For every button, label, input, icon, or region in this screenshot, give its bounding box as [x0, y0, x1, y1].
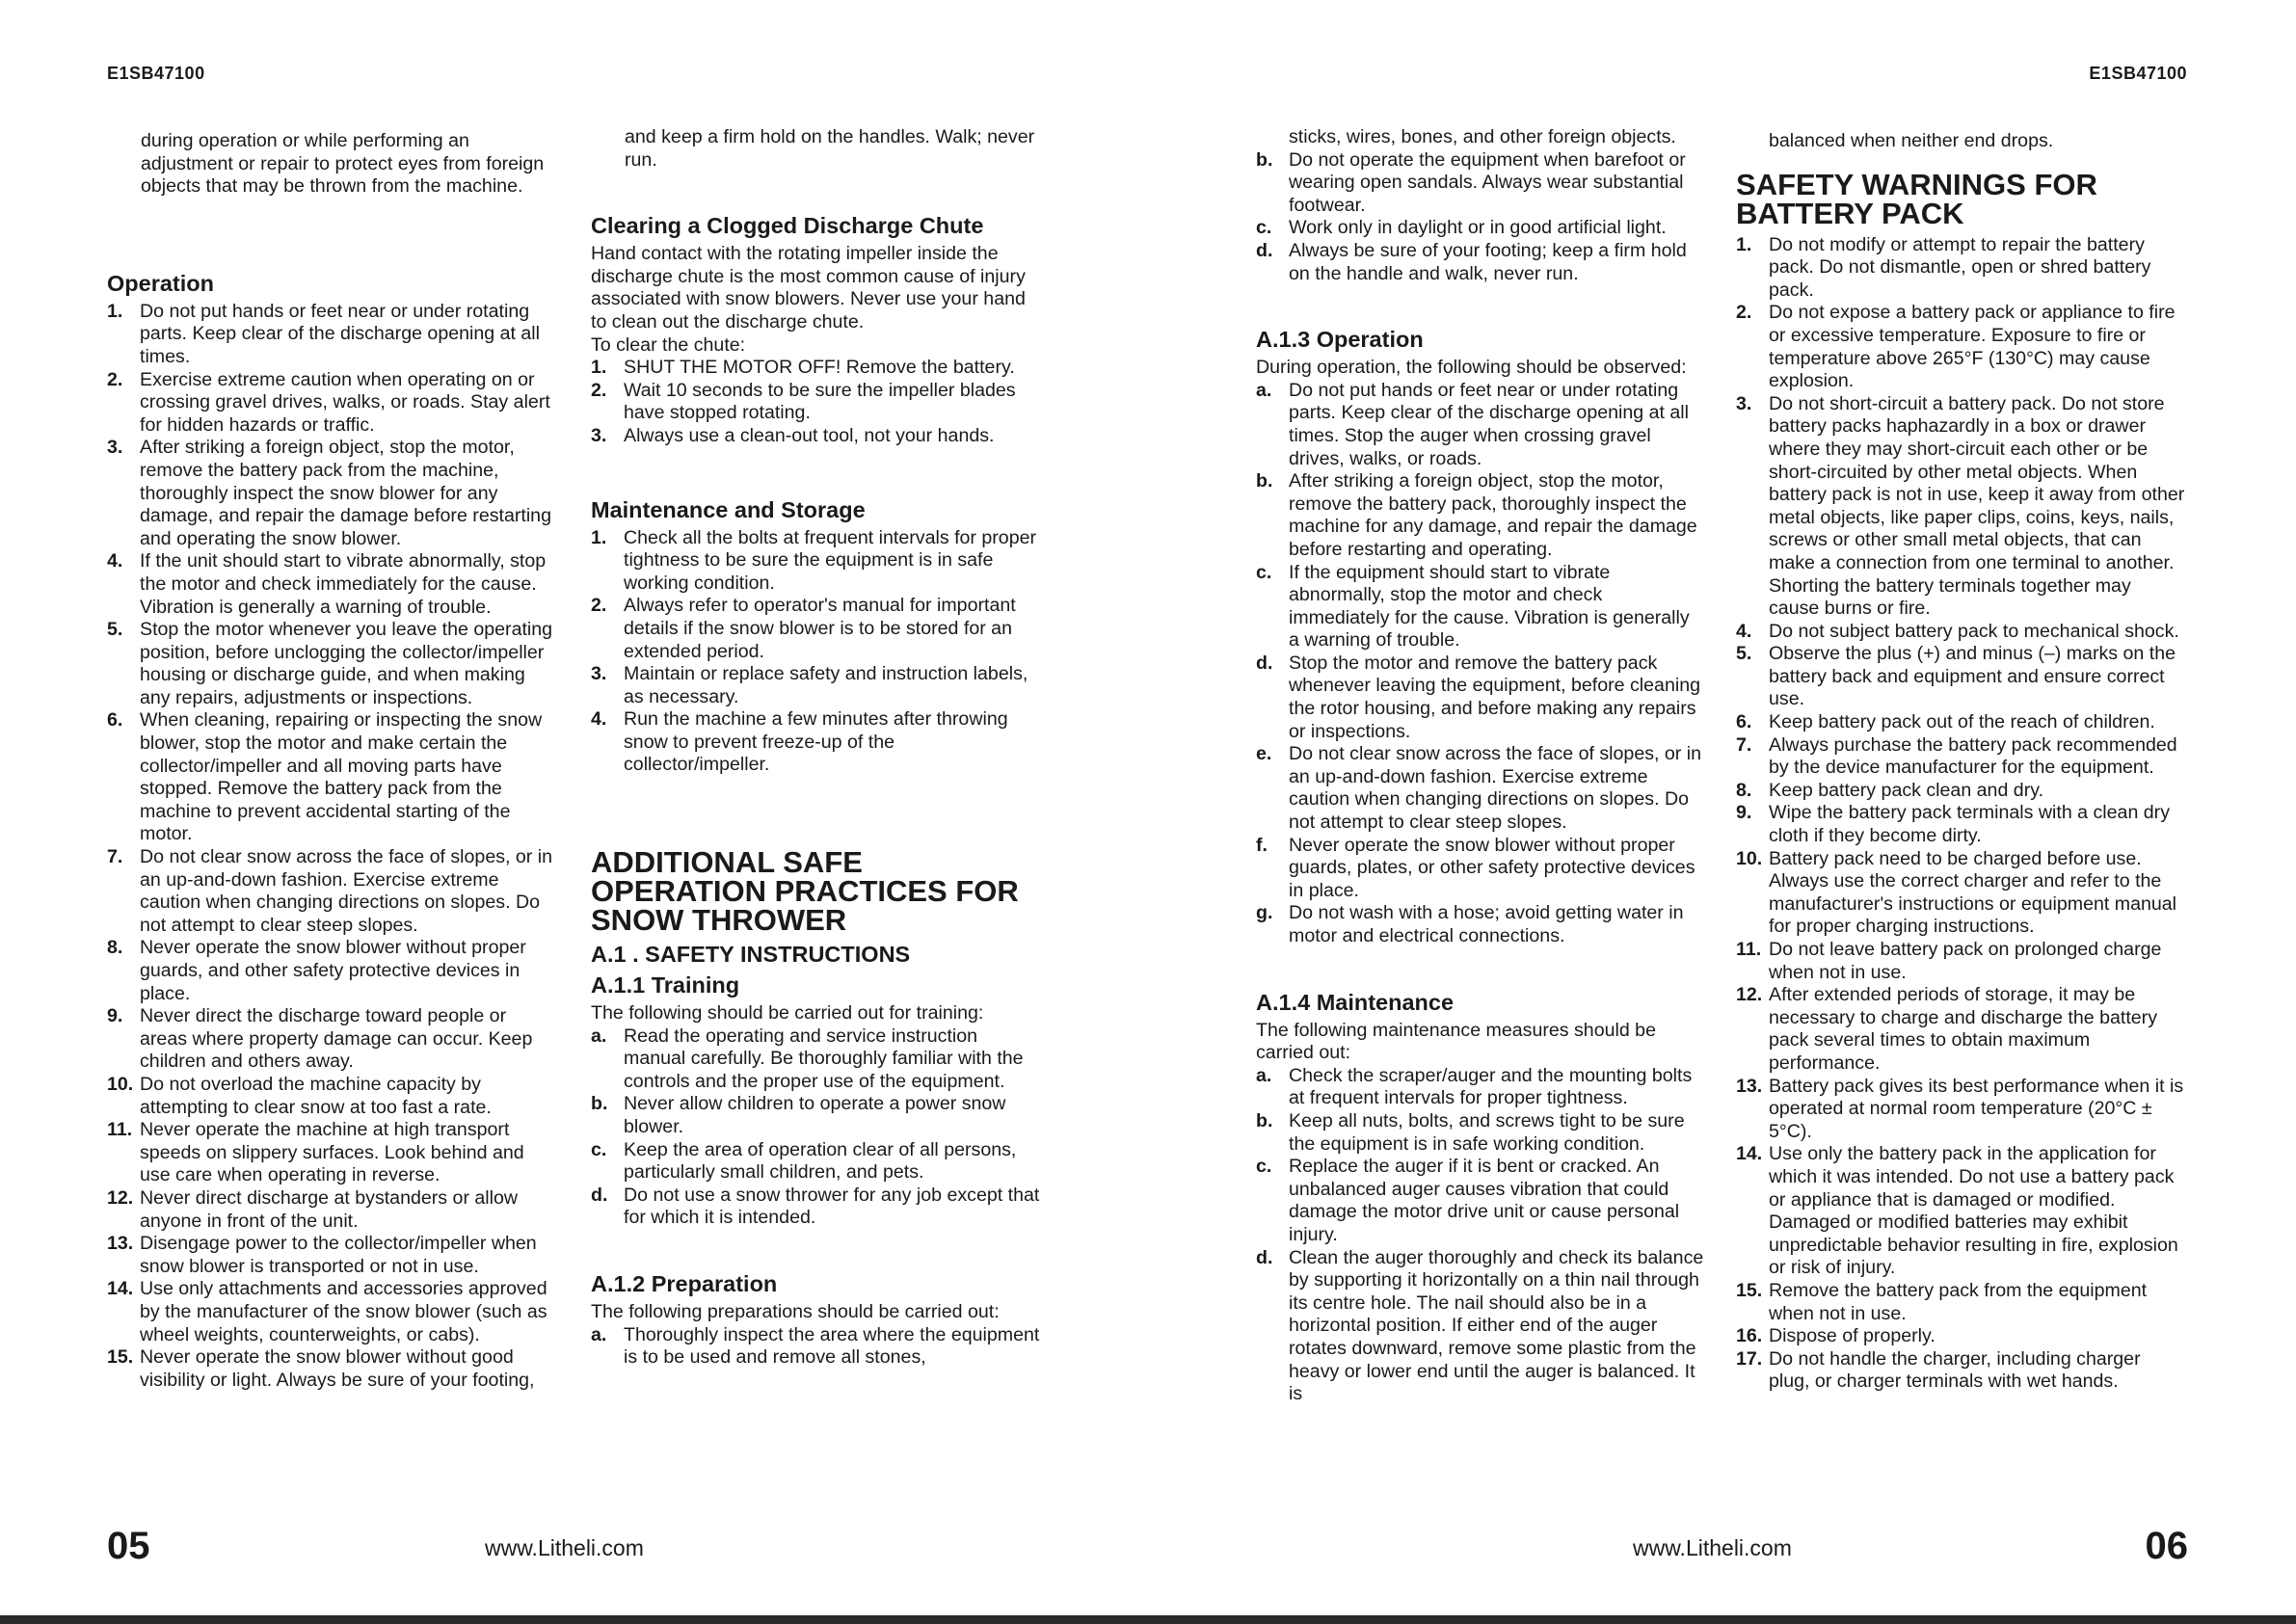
list-item-text: Keep all nuts, bolts, and screws tight to be sure the equipment is in safe working condition.	[1289, 1109, 1685, 1155]
list-item-text: Never operate the machine at high transport speeds on slippery surfaces. Look behind and use care when operating in reverse.	[140, 1119, 524, 1186]
list-item-number: 10.	[107, 1073, 134, 1095]
list-item	[1256, 562, 1704, 652]
website-link-left[interactable]: www.Litheli.com	[485, 1535, 644, 1560]
section-title-training: A.1.1 Training	[591, 972, 740, 998]
list-item	[1736, 734, 2185, 780]
list-item-number: 2.	[591, 379, 607, 401]
preparation-list-continued	[1256, 149, 1704, 286]
list-item	[1736, 621, 2185, 644]
list-item-text: Check all the bolts at frequent intervals for proper tightness to be sure the equipment is in safe working condition.	[624, 526, 1037, 594]
list-item-number: 9.	[107, 1005, 123, 1027]
column-4	[1736, 130, 2185, 1394]
list-item-text: Never operate the snow blower without proper guards, and other safety protective devices in place.	[140, 937, 526, 1004]
list-item	[1256, 380, 1704, 470]
list-item	[591, 357, 1040, 380]
list-item-text: Use only attachments and accessories approved by the manufacturer of the snow blower (such as wheel weights, counterweights, or cabs).	[140, 1278, 547, 1345]
paragraph: sticks, wires, bones, and other foreign objects.	[1289, 126, 1676, 147]
list-item-number: 2.	[591, 595, 607, 617]
section-title-maintenance-storage: Maintenance and Storage	[591, 496, 866, 522]
list-item-number: 2.	[107, 368, 123, 390]
list-item-text: Do not subject battery pack to mechanical shock.	[1769, 620, 2179, 642]
list-item	[591, 527, 1040, 596]
list-item	[591, 1324, 1040, 1370]
list-item	[1736, 802, 2185, 847]
list-item-text: Thoroughly inspect the area where the equipment is to be used and remove all stones,	[624, 1323, 1040, 1369]
list-item-number: 5.	[1736, 643, 1752, 665]
list-item-text: Maintain or replace safety and instruction labels, as necessary.	[624, 663, 1028, 707]
list-item-text: Battery pack gives its best performance when it is operated at normal room temperature (20°C ± 5°C).	[1769, 1075, 2184, 1142]
list-item	[107, 937, 555, 1005]
paragraph: The following preparations should be carried out:	[591, 1301, 1000, 1322]
list-item	[1256, 1065, 1704, 1110]
paragraph: The following should be carried out for training:	[591, 1002, 984, 1025]
list-item-number: 6.	[1736, 711, 1752, 733]
doc-code-left: E1SB47100	[107, 64, 205, 83]
list-item-text: SHUT THE MOTOR OFF! Remove the battery.	[624, 357, 1015, 379]
list-item-number: 17.	[1736, 1347, 1763, 1370]
list-item-number: 1.	[107, 300, 123, 322]
list-item	[1256, 240, 1704, 285]
list-item-number: d.	[1256, 652, 1273, 674]
list-item-text: Do not use a snow thrower for any job except that for which it is intended.	[624, 1184, 1040, 1229]
doc-code-right: E1SB47100	[2089, 64, 2187, 83]
list-item-text: Check the scraper/auger and the mounting bolts at frequent intervals for proper tightness.	[1289, 1064, 1693, 1109]
list-item	[1736, 984, 2185, 1075]
list-item	[1736, 234, 2185, 303]
list-item-number: 8.	[107, 937, 123, 959]
list-item-text: Dispose of properly.	[1769, 1325, 1936, 1347]
list-item-text: Wipe the battery pack terminals with a clean dry cloth if they become dirty.	[1769, 802, 2171, 847]
list-item-text: After extended periods of storage, it may be necessary to charge and discharge the battery pack several times to obtain maximum performance.	[1769, 984, 2158, 1074]
list-item-number: 3.	[591, 663, 607, 685]
list-item-number: a.	[1256, 379, 1272, 401]
section-title-operation-a13: A.1.3 Operation	[1256, 327, 1424, 353]
list-item	[1736, 302, 2185, 392]
list-item-number: 12.	[1736, 984, 1763, 1006]
list-item-text: Observe the plus (+) and minus (–) marks on the battery back and equipment and ensure correct use.	[1769, 643, 2176, 710]
list-item	[107, 1187, 555, 1233]
list-item-number: c.	[1256, 217, 1272, 239]
list-item	[591, 595, 1040, 663]
list-item-text: Never direct discharge at bystanders or allow anyone in front of the unit.	[140, 1186, 519, 1232]
operation-list	[107, 301, 555, 1393]
list-item-number: 8.	[1736, 779, 1752, 801]
list-item-text: Do not clear snow across the face of slopes, or in an up-and-down fashion. Exercise extreme caution when changing directions on slopes. Do not attempt to clear steep slopes.	[1289, 743, 1702, 834]
list-item	[1736, 1348, 2185, 1394]
list-item-number: f.	[1256, 834, 1268, 856]
training-list	[591, 1025, 1040, 1230]
list-item	[107, 369, 555, 438]
page-number-right: 06	[2145, 1525, 2188, 1567]
list-item-text: Remove the battery pack from the equipment when not in use.	[1769, 1279, 2148, 1324]
list-item-text: Never direct the discharge toward people or areas where property damage can occur. Keep children and others away.	[140, 1005, 533, 1073]
list-item-text: If the equipment should start to vibrate abnormally, stop the motor and check immediately for the cause. Vibration is generally a warning of trouble.	[1289, 561, 1690, 652]
list-item-text: Do not clear snow across the face of slopes, or in an up-and-down fashion. Exercise extreme caution when changing directions on slopes. Do not attempt to clear steep slopes.	[140, 846, 553, 936]
column-1	[107, 130, 555, 1392]
list-item	[591, 663, 1040, 708]
section-title-additional-practices: ADDITIONAL SAFE OPERATION PRACTICES FOR SNOW THROWER	[591, 845, 1019, 938]
list-item	[1256, 1110, 1704, 1156]
list-item-text: Replace the auger if it is bent or cracked. An unbalanced auger causes vibration that could damage the motor drive unit or cause personal injury.	[1289, 1156, 1680, 1245]
maintenance-storage-list	[591, 527, 1040, 778]
list-item	[591, 425, 1040, 448]
list-item	[1256, 1247, 1704, 1406]
chute-list	[591, 357, 1040, 447]
bottom-bar	[0, 1615, 2296, 1624]
list-item-number: b.	[1256, 470, 1273, 493]
list-item-number: c.	[1256, 1156, 1272, 1178]
list-item-text: Always be sure of your footing; keep a firm hold on the handle and walk, never run.	[1289, 239, 1687, 284]
list-item	[1736, 393, 2185, 621]
list-item	[1256, 652, 1704, 743]
list-item	[107, 1119, 555, 1187]
list-item	[1256, 902, 1704, 947]
list-item-text: Do not overload the machine capacity by attempting to clear snow at too fast a rate.	[140, 1073, 492, 1118]
list-item-text: Never allow children to operate a power snow blower.	[624, 1093, 1006, 1138]
list-item	[591, 1025, 1040, 1094]
list-item-number: 9.	[1736, 802, 1752, 824]
list-item	[1256, 149, 1704, 218]
list-item-text: After striking a foreign object, stop the motor, remove the battery pack from the machine, thoroughly inspect the snow blower for any damage, and repair the damage before restarting and operating the snow blower.	[140, 437, 551, 549]
list-item-text: Stop the motor whenever you leave the operating position, before unclogging the collector/impeller housing or discharge guide, and when making any repairs, adjustments or inspections.	[140, 619, 553, 708]
list-item	[107, 437, 555, 550]
paragraph: The following maintenance measures should be carried out:	[1256, 1019, 1656, 1064]
list-item-text: When cleaning, repairing or inspecting the snow blower, stop the motor and make certain the collector/impeller and all moving parts have stopped. Remove the battery pack from the machine to prevent accidental starting of the motor.	[140, 709, 543, 845]
list-item-text: Work only in daylight or in good artificial light.	[1289, 217, 1667, 239]
list-item-number: 3.	[591, 424, 607, 446]
list-item-text: Keep the area of operation clear of all persons, particularly small children, and pets.	[624, 1138, 1017, 1184]
list-item-number: e.	[1256, 743, 1272, 765]
list-item-number: 7.	[1736, 733, 1752, 756]
list-item-text: Always refer to operator's manual for important details if the snow blower is to be stored for an extended period.	[624, 595, 1016, 662]
section-title-operation: Operation	[107, 270, 214, 296]
paragraph: During operation, the following should be observed:	[1256, 357, 1687, 379]
preparation-list	[591, 1324, 1040, 1370]
list-item-number: 5.	[107, 619, 123, 641]
list-item	[591, 1139, 1040, 1185]
list-item-number: 15.	[107, 1346, 134, 1369]
list-item	[1736, 711, 2185, 734]
list-item-number: c.	[1256, 561, 1272, 583]
list-item	[591, 1185, 1040, 1230]
list-item	[1256, 835, 1704, 903]
list-item	[1736, 643, 2185, 711]
list-item-number: 4.	[591, 708, 607, 731]
maintenance-a14-list	[1256, 1065, 1704, 1406]
section-title-safety-instructions: A.1 . SAFETY INSTRUCTIONS	[591, 942, 911, 968]
list-item-number: 1.	[591, 357, 607, 379]
list-item	[107, 1005, 555, 1074]
list-item-number: 11.	[1736, 939, 1762, 960]
list-item-number: b.	[591, 1093, 608, 1115]
list-item-text: Never operate the snow blower without good visibility or light. Always be sure of your footing,	[140, 1346, 535, 1391]
list-item-text: Battery pack need to be charged before use. Always use the correct charger and refer to the manufacturer's instructions or equipment manual for proper charging instructions.	[1769, 847, 2177, 938]
list-item-number: a.	[591, 1323, 607, 1345]
list-item	[107, 1346, 555, 1392]
list-item-number: g.	[1256, 902, 1273, 924]
list-item-number: 3.	[107, 437, 123, 459]
list-item-number: a.	[591, 1025, 607, 1047]
list-item-number: 12.	[107, 1186, 134, 1209]
paragraph: balanced when neither end drops.	[1769, 130, 2054, 151]
list-item-text: Keep battery pack out of the reach of children.	[1769, 711, 2155, 733]
list-item-text: Do not modify or attempt to repair the battery pack. Do not dismantle, open or shred battery pack.	[1769, 233, 2151, 301]
list-item-number: 1.	[591, 526, 607, 548]
website-link-right[interactable]: www.Litheli.com	[1633, 1535, 1792, 1560]
list-item-number: b.	[1256, 1109, 1273, 1131]
list-item-text: If the unit should start to vibrate abnormally, stop the motor and check immediately for the cause. Vibration is generally a warning of trouble.	[140, 550, 547, 618]
list-item-text: Keep battery pack clean and dry.	[1769, 779, 2044, 801]
list-item-text: Do not put hands or feet near or under rotating parts. Keep clear of the discharge opening at all times.	[140, 300, 540, 367]
list-item	[107, 550, 555, 619]
list-item	[1736, 780, 2185, 803]
list-item-text: Wait 10 seconds to be sure the impeller blades have stopped rotating.	[624, 379, 1016, 424]
paragraph: during operation or while performing an adjustment or repair to protect eyes from foreign objects that may be thrown from the machine.	[141, 130, 545, 198]
list-item-text: Do not short-circuit a battery pack. Do not store battery packs haphazardly in a box or drawer where they may short-circuit each other or be short-circuited by other metal objects. When battery pack is not in use, keep it away from other metal objects, like paper clips, coins, keys, nails, screws or other small metal objects, that can make a connection from one terminal to another. Shorting the battery terminals together may cause burns or fire.	[1769, 392, 2185, 620]
list-item	[107, 709, 555, 846]
list-item	[591, 1093, 1040, 1138]
list-item-number: c.	[591, 1138, 607, 1160]
list-item-text: Do not put hands or feet near or under rotating parts. Keep clear of the discharge opening at all times. Stop the auger when crossing gravel drives, walks, or roads.	[1289, 379, 1689, 469]
list-item-text: Do not handle the charger, including charger plug, or charger terminals with wet hands.	[1769, 1347, 2141, 1393]
list-item-text: Do not expose a battery pack or appliance to fire or excessive temperature. Exposure to fire or temperature above 265°F (130°C) may cause explosion.	[1769, 302, 2176, 392]
list-item-number: 4.	[107, 550, 123, 572]
list-item	[1736, 1280, 2185, 1325]
list-item	[1256, 217, 1704, 240]
list-item-text: Disengage power to the collector/impeller when snow blower is transported or not in use.	[140, 1233, 537, 1277]
list-item-number: 10.	[1736, 847, 1763, 869]
page-number-left: 05	[107, 1525, 150, 1567]
list-item	[591, 380, 1040, 425]
column-3	[1256, 126, 1704, 1406]
paragraph: To clear the chute:	[591, 333, 746, 356]
list-item-number: 3.	[1736, 392, 1752, 414]
list-item-text: Always use a clean-out tool, not your hands.	[624, 424, 995, 446]
list-item	[1256, 470, 1704, 561]
list-item-text: Exercise extreme caution when operating on or crossing gravel drives, walks, or roads. Stay alert for hidden hazards or traffic.	[140, 368, 550, 436]
list-item-number: 6.	[107, 709, 123, 732]
list-item	[107, 1233, 555, 1278]
paragraph: Hand contact with the rotating impeller inside the discharge chute is the most common cause of injury associated with snow blowers. Never use your hand to clean out the discharge chute.	[591, 243, 1026, 333]
list-item-text: Always purchase the battery pack recommended by the device manufacturer for the equipment.	[1769, 733, 2177, 779]
operation-a13-list	[1256, 380, 1704, 948]
list-item-text: Never operate the snow blower without proper guards, plates, or other safety protective devices in place.	[1289, 834, 1695, 901]
list-item-text: Run the machine a few minutes after throwing snow to prevent freeze-up of the collector/impeller.	[624, 708, 1008, 776]
list-item-number: 14.	[107, 1278, 134, 1300]
list-item-number: 16.	[1736, 1325, 1763, 1347]
list-item	[591, 708, 1040, 777]
list-item-number: 15.	[1736, 1279, 1763, 1301]
list-item	[107, 846, 555, 937]
list-item-number: d.	[1256, 1246, 1273, 1268]
list-item	[1736, 1076, 2185, 1144]
list-item	[1736, 1325, 2185, 1348]
list-item	[107, 1074, 555, 1119]
list-item	[1736, 939, 2185, 984]
battery-warnings-list	[1736, 234, 2185, 1394]
list-item-number: a.	[1256, 1064, 1272, 1086]
list-item-text: Stop the motor and remove the battery pack whenever leaving the equipment, before cleaning the rotor housing, and before making any repairs or inspections.	[1289, 652, 1700, 742]
section-title-clearing-chute: Clearing a Clogged Discharge Chute	[591, 213, 984, 239]
list-item-number: 1.	[1736, 233, 1752, 255]
list-item-text: Use only the battery pack in the application for which it was intended. Do not use a battery pack or appliance that is damaged or modified. Damaged or modified batteries may exhibit unpredictable behavior resulting in fire, explosion or risk of injury.	[1769, 1143, 2178, 1279]
list-item-number: 13.	[107, 1233, 134, 1255]
list-item-number: 2.	[1736, 302, 1752, 324]
list-item	[1736, 848, 2185, 939]
list-item	[1256, 1156, 1704, 1246]
column-2	[591, 126, 1040, 1370]
list-item	[107, 301, 555, 369]
list-item-number: 11.	[107, 1119, 133, 1141]
list-item-text: Do not operate the equipment when barefoot or wearing open sandals. Always wear substantial footwear.	[1289, 148, 1686, 216]
list-item-number: d.	[1256, 239, 1273, 261]
list-item-text: Read the operating and service instruction manual carefully. Be thoroughly familiar with the controls and the proper use of the equipment.	[624, 1025, 1024, 1092]
list-item-number: b.	[1256, 148, 1273, 171]
section-title-preparation: A.1.2 Preparation	[591, 1271, 778, 1296]
list-item	[1256, 743, 1704, 834]
list-item	[1736, 1143, 2185, 1280]
section-title-maintenance-a14: A.1.4 Maintenance	[1256, 989, 1455, 1015]
list-item-text: After striking a foreign object, stop the motor, remove the battery pack, thoroughly inspect the machine for any damage, and repair the damage before restarting and operating.	[1289, 470, 1697, 560]
list-item-text: Do not wash with a hose; avoid getting water in motor and electrical connections.	[1289, 902, 1684, 946]
list-item	[107, 1278, 555, 1346]
list-item-number: 7.	[107, 846, 123, 868]
list-item-text: Do not leave battery pack on prolonged charge when not in use.	[1769, 939, 2162, 983]
list-item-number: 14.	[1736, 1143, 1763, 1165]
list-item-number: 4.	[1736, 620, 1752, 642]
section-title-battery-warnings: SAFETY WARNINGS FOR BATTERY PACK	[1736, 167, 2097, 230]
list-item-number: 13.	[1736, 1075, 1763, 1097]
list-item-text: Clean the auger thoroughly and check its balance by supporting it horizontally on a thin nail through its centre hole. The nail should also be in a horizontal position. If either end of the auger rotates downward, remove some plastic from the heavy or lower end until the auger is balanced. It is	[1289, 1246, 1704, 1405]
list-item	[107, 619, 555, 709]
paragraph: and keep a firm hold on the handles. Walk; never run.	[625, 126, 1035, 171]
list-item-number: d.	[591, 1184, 608, 1206]
